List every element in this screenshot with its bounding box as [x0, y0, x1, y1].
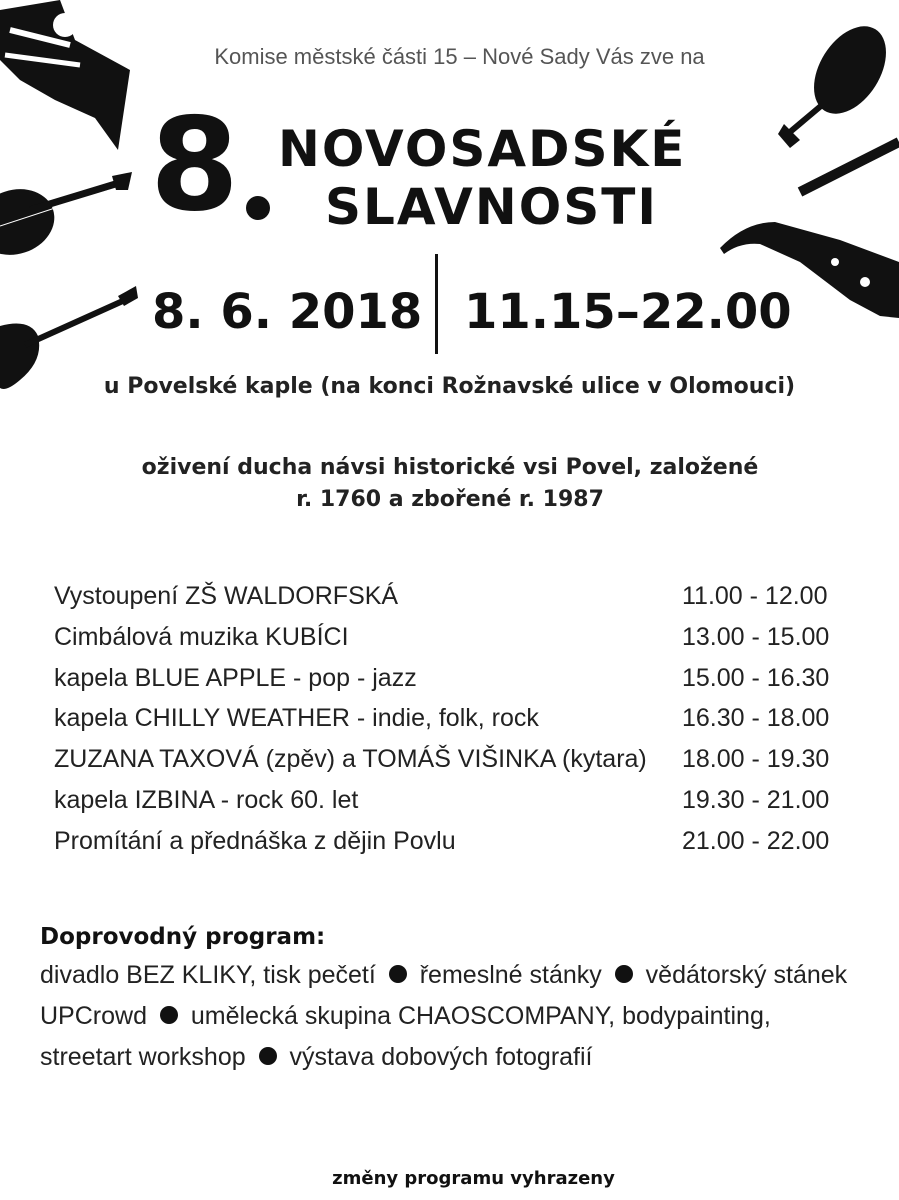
invitation-text: Komise městské části 15 – Nové Sady Vás zve na [214, 44, 705, 69]
program-item-time: 16.30 - 18.00 [682, 704, 830, 733]
accompanying-item: výstava dobových fotografií [289, 1043, 593, 1071]
accompanying-line [40, 956, 870, 997]
accompanying-item: UPCrowd [40, 1002, 147, 1030]
program-row [54, 825, 834, 866]
event-time: 11.15–22.00 [464, 284, 792, 340]
edition-dot [246, 196, 270, 220]
program-item-name: kapela IZBINA - rock 60. let [54, 785, 359, 814]
event-title-line1: NOVOSADSKÉ [278, 120, 687, 178]
program-item-time: 21.00 - 22.00 [682, 826, 830, 855]
program-item-name: kapela CHILLY WEATHER - indie, folk, rock [54, 704, 539, 733]
program-row [54, 784, 834, 825]
program-row [54, 702, 834, 743]
event-location: u Povelské kaple (na konci Rožnavské ulice v Olomouci) [103, 374, 796, 399]
program-schedule [54, 580, 834, 866]
accompanying-item: vědátorský stánek [645, 961, 848, 989]
description-line2: r. 1760 a zbořené r. 1987 [296, 487, 604, 512]
accompanying-item: umělecká skupina CHAOSCOMPANY, bodypainting, [190, 1002, 771, 1030]
accompanying-line [40, 997, 870, 1038]
program-item-name: ZUZANA TAXOVÁ (zpěv) a TOMÁŠ VIŠINKA (kytara) [54, 745, 647, 774]
footer-note: změny programu vyhrazeny [332, 1168, 615, 1189]
clarinet-icon [800, 142, 899, 192]
program-item-name: Cimbálová muzika KUBÍCI [54, 622, 349, 651]
program-item-name: Vystoupení ZŠ WALDORFSKÁ [54, 582, 399, 610]
program-item-name: kapela BLUE APPLE - pop - jazz [54, 663, 417, 692]
program-item-time: 13.00 - 15.00 [682, 622, 830, 651]
edition-number: 8 [150, 91, 238, 240]
accompanying-program-title: Doprovodný program: [40, 924, 326, 950]
event-title-line2: SLAVNOSTI [325, 178, 658, 236]
bullet-icon [389, 965, 407, 983]
program-row [54, 621, 834, 662]
accompanying-line [40, 1038, 870, 1079]
accompanying-item: řemeslné stánky [419, 961, 602, 989]
accompanying-program-list [40, 956, 870, 1079]
program-item-time: 11.00 - 12.00 [682, 582, 828, 610]
trumpet-icon [0, 0, 130, 150]
program-row [54, 662, 834, 703]
bullet-icon [259, 1047, 277, 1065]
accompanying-item: streetart workshop [40, 1043, 246, 1071]
bullet-icon [160, 1006, 178, 1024]
program-item-time: 15.00 - 16.30 [682, 663, 830, 692]
program-item-time: 19.30 - 21.00 [682, 785, 830, 814]
event-description [60, 452, 840, 516]
description-line1: oživení ducha návsi historické vsi Povel, založené [141, 455, 759, 480]
program-item-time: 18.00 - 19.30 [682, 745, 830, 774]
date-time-divider [435, 254, 438, 354]
violin-icon [0, 172, 132, 265]
bullet-icon [615, 965, 633, 983]
accompanying-item: divadlo BEZ KLIKY, tisk pečetí [40, 961, 376, 989]
program-row [54, 743, 834, 784]
program-row [54, 580, 834, 621]
violin-icon [778, 13, 899, 148]
event-date: 8. 6. 2018 [152, 284, 423, 340]
program-item-name: Promítání a přednáška z dějin Povlu [54, 826, 456, 855]
